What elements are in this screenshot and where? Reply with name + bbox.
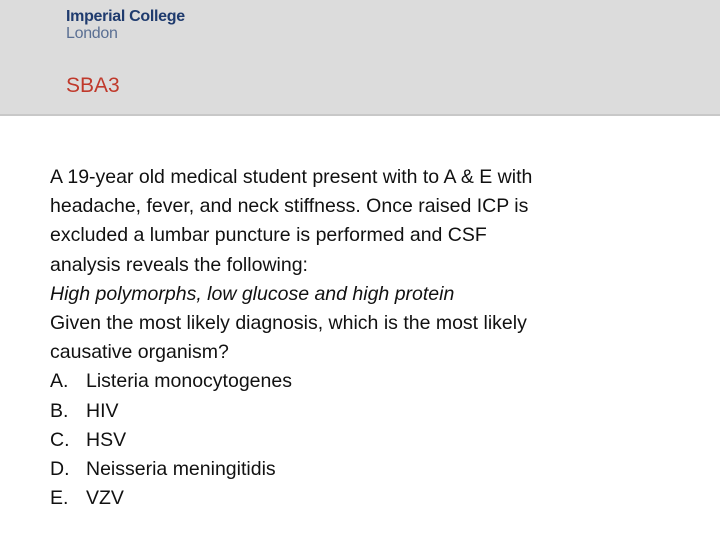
question-body [50, 163, 690, 513]
slide-title: SBA3 [66, 74, 120, 97]
question-prompt-line: Given the most likely diagnosis, which is the most likely [50, 312, 527, 335]
answer-option-d [50, 455, 690, 484]
imperial-college-logo [66, 8, 185, 42]
csf-findings: High polymorphs, low glucose and high protein [50, 282, 455, 305]
answer-option-c [50, 426, 690, 455]
option-letter: D. [50, 458, 70, 481]
stem-line: headache, fever, and neck stiffness. Once raised ICP is [50, 195, 529, 218]
option-letter: E. [50, 487, 69, 510]
answer-option-b [50, 397, 690, 426]
option-text: Listeria monocytogenes [86, 370, 292, 393]
option-text: HSV [86, 428, 127, 451]
stem-line: A 19-year old medical student present with to A & E with [50, 166, 533, 188]
question-prompt-line: causative organism? [50, 341, 229, 364]
option-text: HIV [86, 399, 119, 422]
option-letter: B. [50, 399, 69, 422]
logo-line-2: London [66, 25, 118, 42]
slide-header [0, 0, 720, 116]
answer-option-a [50, 367, 690, 396]
option-text: VZV [86, 487, 124, 510]
option-text: Neisseria meningitidis [86, 458, 276, 481]
option-letter: A. [50, 370, 69, 393]
stem-line: analysis reveals the following: [50, 253, 308, 276]
answer-option-e [50, 484, 690, 513]
logo-line-1: Imperial College [66, 8, 185, 25]
stem-line: excluded a lumbar puncture is performed and CSF [50, 224, 487, 247]
option-letter: C. [50, 428, 70, 451]
